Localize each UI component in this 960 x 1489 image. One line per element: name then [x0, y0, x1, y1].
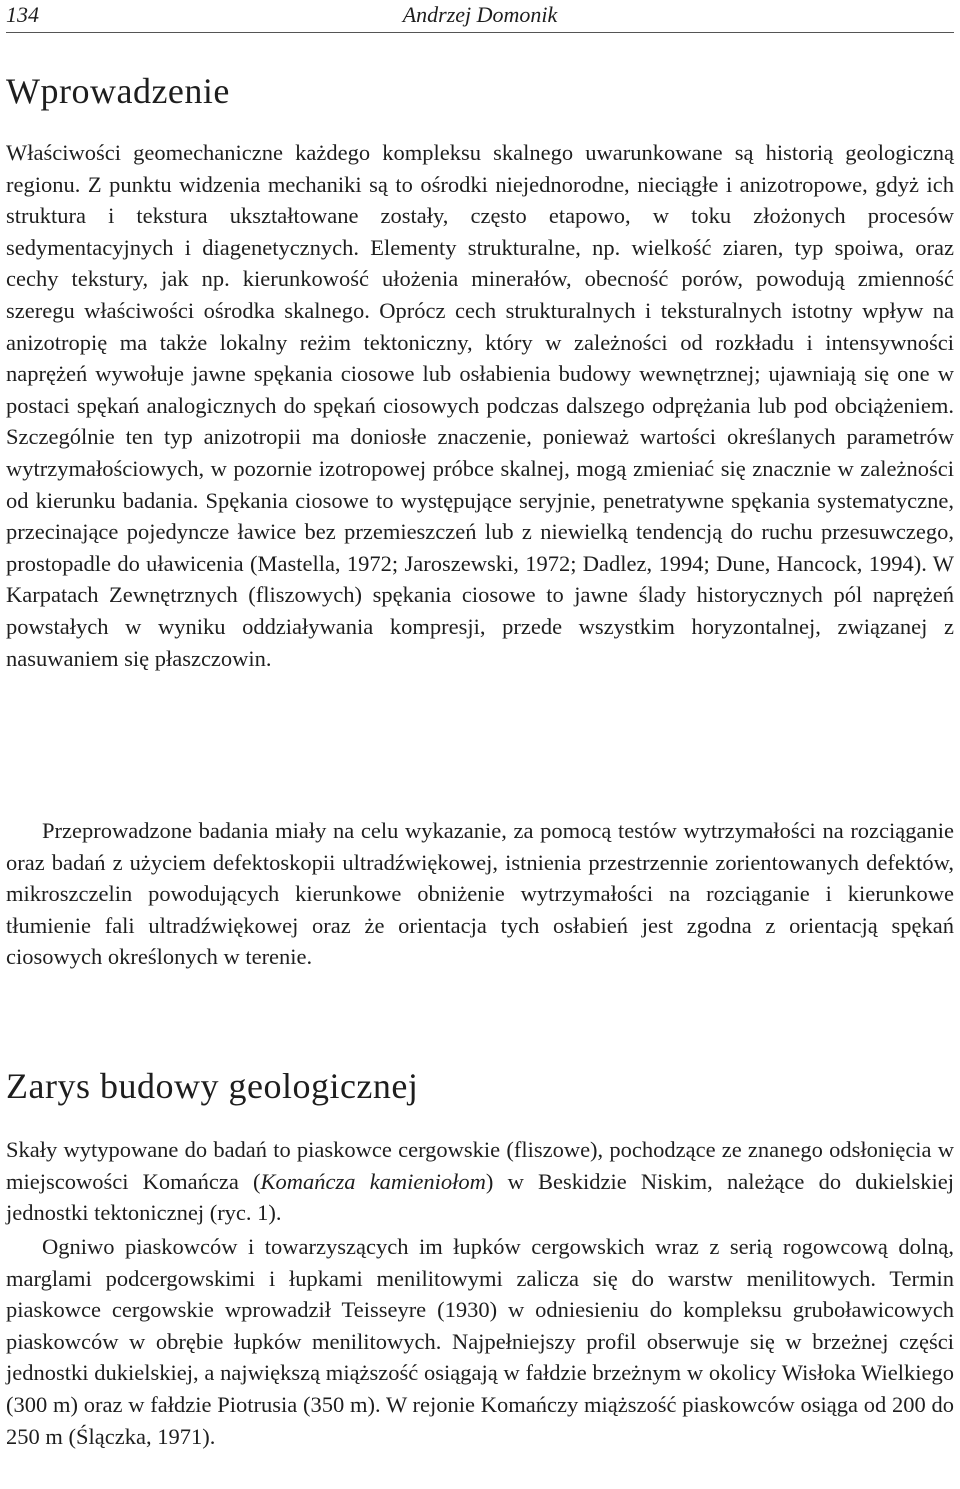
intro-paragraph-2: Przeprowadzone badania miały na celu wykazanie, za pomocą testów wytrzymałości na rozciąganie oraz badań z użyciem defektoskopii ultradźwiękowej, istnienia przestrzennie zorientowanych defektów, mikroszczelin powodujących kierunkowe obniżenie wytrzymałości na rozciąganie i kierunkowe tłumienie fali ultradźwiękowej oraz że orientacja tych osłabień jest zgodna z orientacją spękań ciosowych określonych w terenie.: [6, 818, 954, 970]
section-title-introduction: Wprowadzenie: [6, 71, 230, 111]
page-number: 134: [6, 2, 39, 27]
section-title-geology: Zarys budowy geologicznej: [6, 1066, 419, 1106]
geology-p1-text-b: ) w Beskidzie Niskim, należące do dukielskiej jednostki tektonicznej (ryc. 1).: [6, 1168, 954, 1226]
geology-paragraph-2: Ogniwo piaskowców i towarzyszących im łupków cergowskich wraz z serią rogowcową dolną, marglami podcergowskimi i łupkami menilitowymi zalicza się do warstw menilitowych. Termin piaskowce cergowskie wprowadził Teisseyre (1930) w odniesieniu do kompleksu gruboławicowych piaskowców w obrębie łupków menilitowych. Najpełniejszy profil obserwuje się w brzeżnej części jednostki dukielskiej, a największą miąższość osiągają w fałdzie brzeżnym w okolicy Wisłoka Wielkiego (300 m) oraz w fałdzie Piotrusia (350 m). W rejonie Komańczy miąższość piaskowców osiąga od 200 do 250 m (Ślączka, 1971).: [6, 1234, 954, 1449]
geology-paragraph-1: [6, 1134, 954, 1229]
header-rule: [6, 32, 954, 33]
geology-p1-text-a: Skały wytypowane do badań to piaskowce cergowskie (fliszowe), pochodzące ze znanego odsłonięcia w miejscowości Komańcza (: [6, 1137, 954, 1194]
locality-name-italic: Komańcza kamieniołom: [260, 1168, 486, 1194]
running-header: [6, 0, 954, 30]
intro-paragraph-1: Właściwości geomechaniczne każdego kompleksu skalnego uwarunkowane są historią geologiczną regionu. Z punktu widzenia mechaniki są to ośrodki niejednorodne, nieciągłe i anizotropowe, gdyż ich struktura i tekstura ukształtowane zostały, często etapowo, w toku złożonych procesów sedymentacyjnych i diagenetycznych. Elementy strukturalne, np. wielkość ziaren, typ spoiwa, oraz cechy tekstury, jak np. kierunkowość ułożenia minerałów, obecność porów, powodują zmienność szeregu właściwości ośrodka skalnego. Oprócz cech strukturalnych i teksturalnych istotny wpływ na anizotropię ma także lokalny reżim tektoniczny, który w zależności od rozkładu i intensywności naprężeń wywołuje jawne spękania ciosowe lub osłabienia budowy wewnętrznej; ujawniają się one w postaci spękań analogicznych do spękań ciosowych podczas dalszego odprężania lub pod obciążeniem. Szczególnie ten typ anizotropii ma doniosłe znaczenie, ponieważ wartości określanych parametrów wytrzymałościowych, w pozornie izotropowej próbce skalnej, mogą zmieniać się znacznie w zależności od kierunku badania. Spękania ciosowe to występujące seryjnie, penetratywne spękania systematyczne, przecinające pojedyncze ławice bez przemieszczeń lub z niewielką tendencją do ruchu przesuwczego, prostopadle do uławicenia (Mastella, 1972; Jaroszewski, 1972; Dadlez, 1994; Dune, Hancock, 1994). W Karpatach Zewnętrznych (fliszowych) spękania ciosowe to jawne ślady historycznych pól naprężeń powstałych w wyniku oddziaływania kompresji, przede wszystkim horyzontalnej, związanej z nasuwaniem się płaszczowin.: [6, 140, 954, 671]
running-head-author: Andrzej Domonik: [402, 2, 558, 27]
